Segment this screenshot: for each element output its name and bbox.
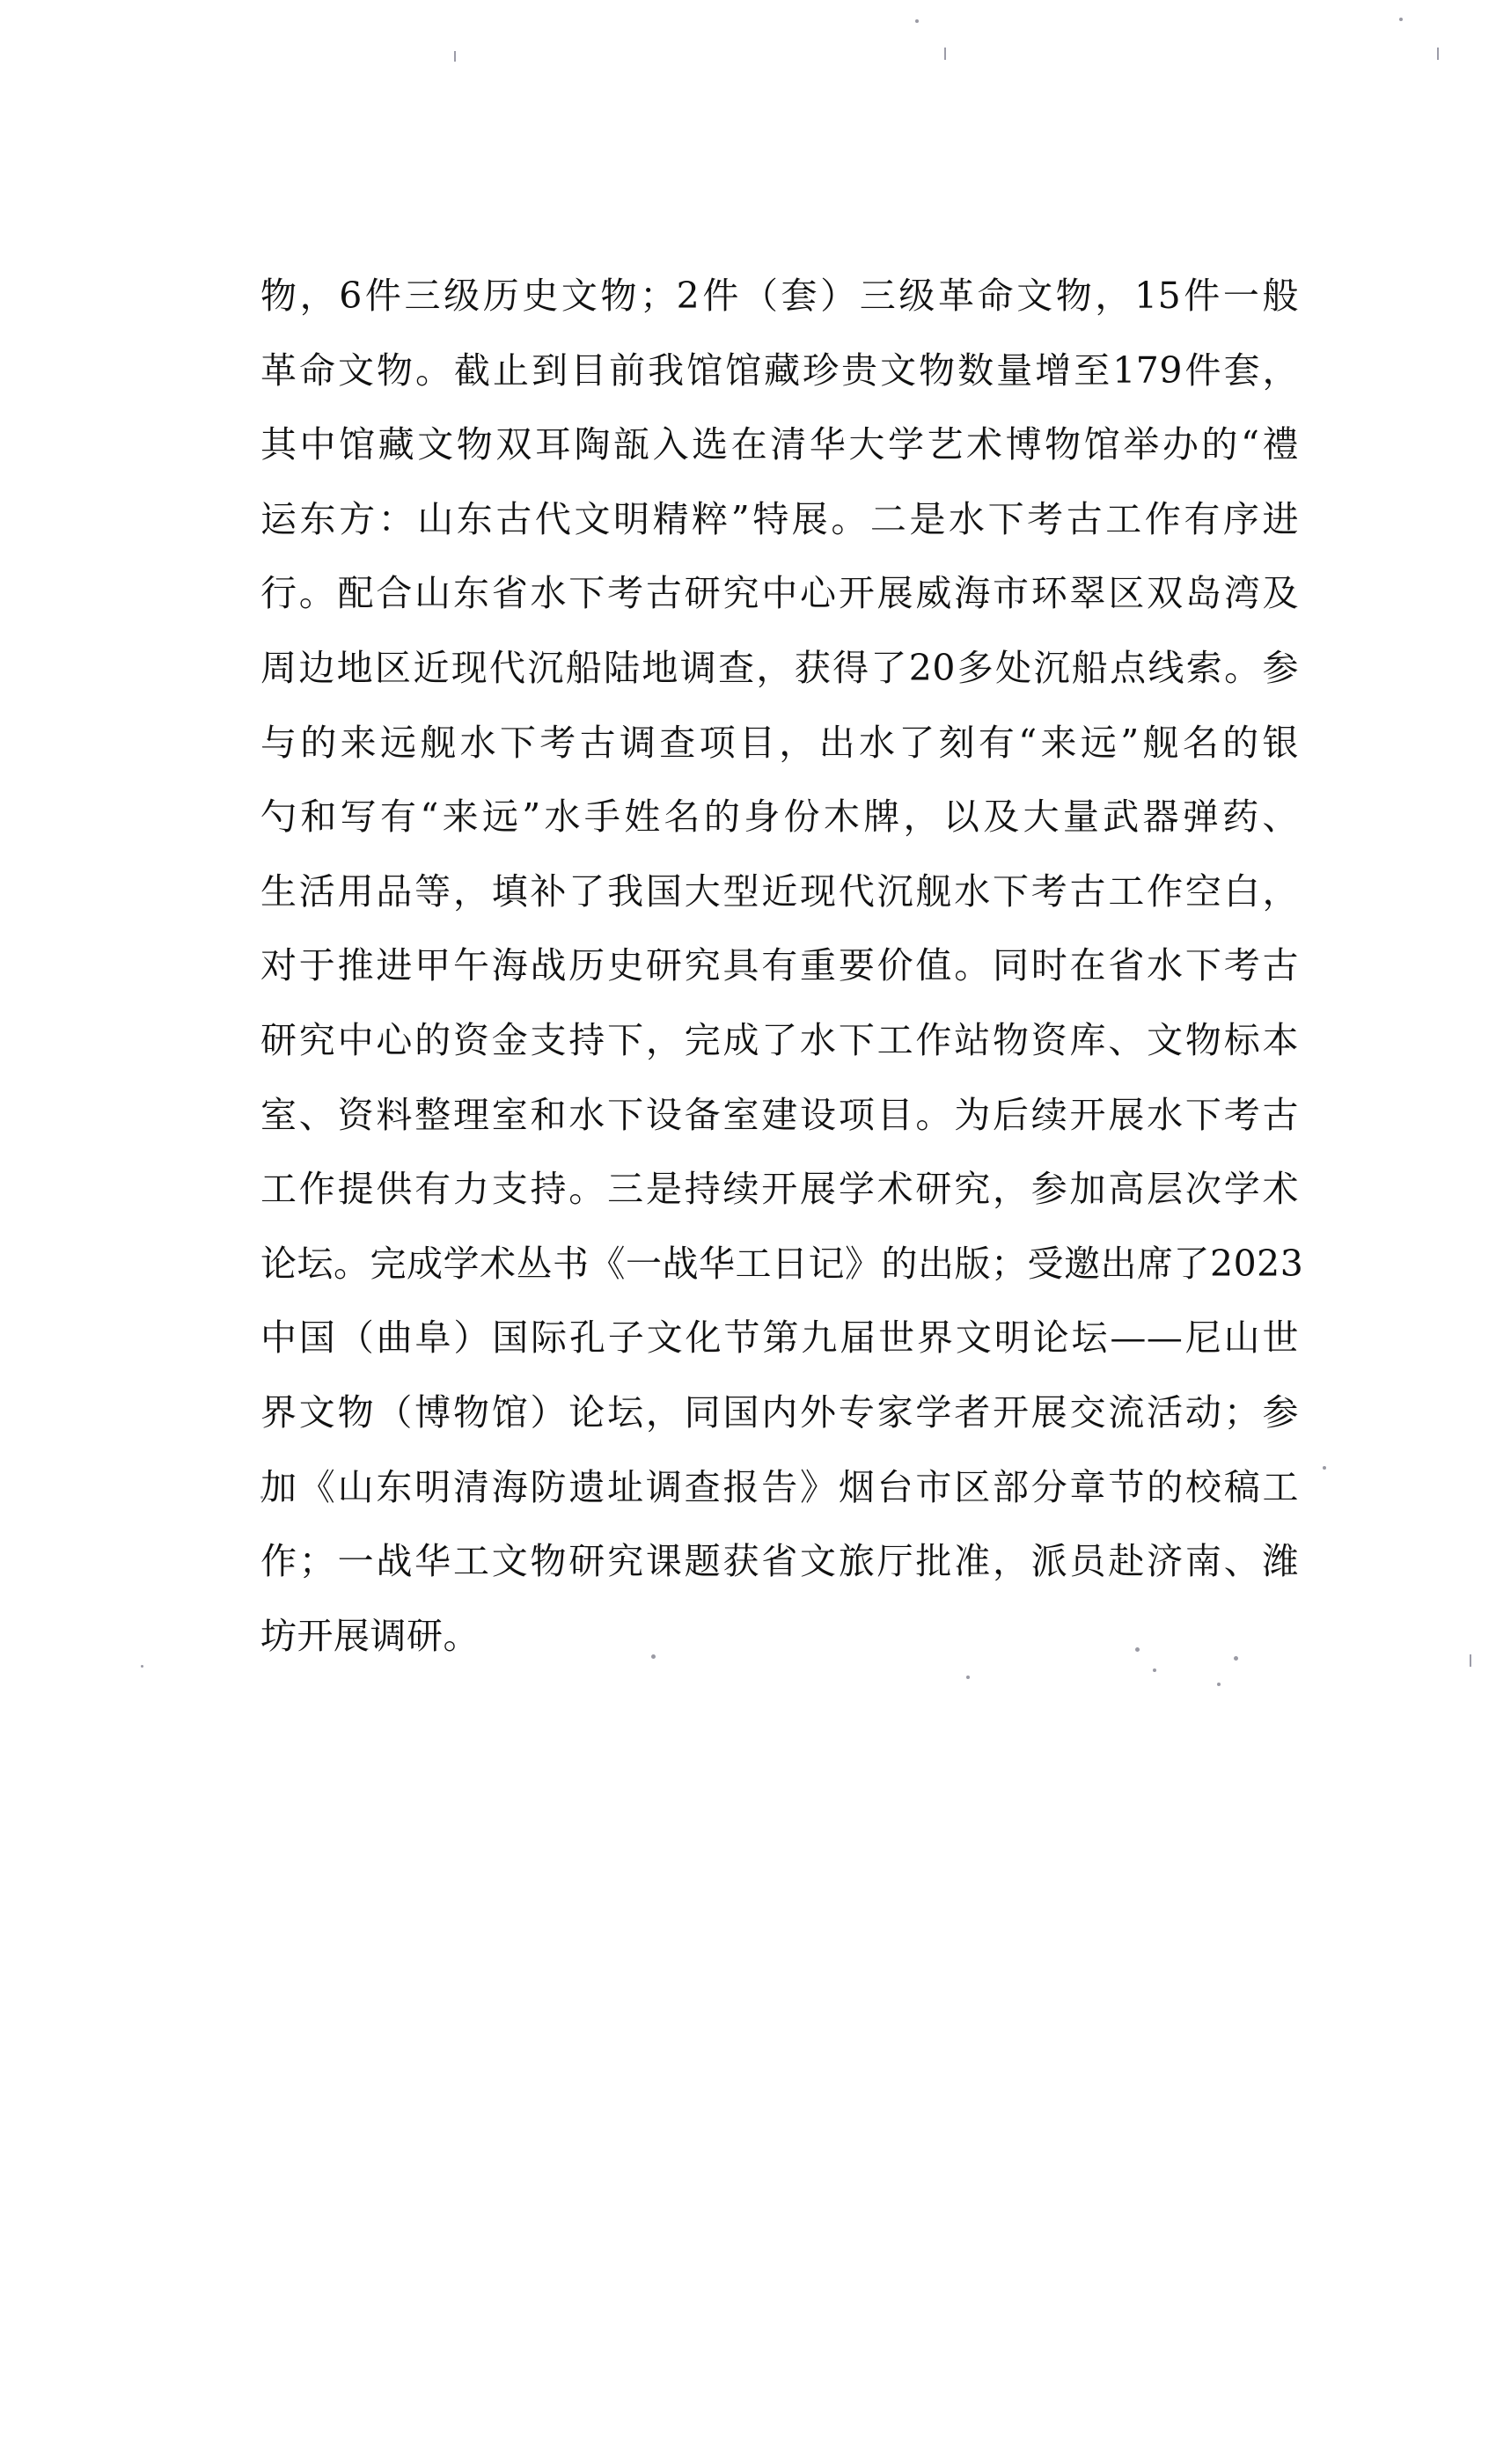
text-line: 工作提供有力支持。三是持续开展学术研究，参加高层次学术 bbox=[260, 1168, 1299, 1211]
text-line: 研究中心的资金支持下，完成了水下工作站物资库、文物标本 bbox=[260, 1018, 1299, 1061]
scan-mark bbox=[1470, 1654, 1471, 1667]
scan-mark bbox=[915, 19, 919, 23]
text-line: 对于推进甲午海战历史研究具有重要价值。同时在省水下考古 bbox=[260, 944, 1299, 987]
text-line: 其中馆藏文物双耳陶瓿入选在清华大学艺术博物馆举办的“禮 bbox=[260, 423, 1299, 466]
text-line: 生活用品等，填补了我国大型近现代沉舰水下考古工作空白， bbox=[260, 869, 1299, 913]
text-line: 界文物（博物馆）论坛，同国内外专家学者开展交流活动；参 bbox=[260, 1390, 1299, 1434]
text-line: 论坛。完成学术丛书《一战华工日记》的出版；受邀出席了2023 bbox=[260, 1242, 1304, 1285]
scan-mark bbox=[966, 1676, 970, 1679]
text-line: 中国（曲阜）国际孔子文化节第九届世界文明论坛——尼山世 bbox=[260, 1316, 1299, 1360]
scan-mark bbox=[1399, 18, 1403, 21]
text-line: 周边地区近现代沉船陆地调查，获得了20多处沉船点线索。参 bbox=[260, 646, 1299, 689]
text-line: 室、资料整理室和水下设备室建设项目。为后续开展水下考古 bbox=[260, 1093, 1299, 1136]
text-line: 物，6件三级历史文物；2件（套）三级革命文物，15件一般 bbox=[260, 275, 1299, 317]
text-line: 与的来远舰水下考古调查项目，出水了刻有“来远”舰名的银 bbox=[260, 721, 1299, 764]
text-line: 坊开展调研。 bbox=[260, 1614, 480, 1657]
text-line: 行。配合山东省水下考古研究中心开展威海市环翠区双岛湾及 bbox=[260, 572, 1299, 615]
text-line: 运东方：山东古代文明精粹”特展。二是水下考古工作有序进 bbox=[260, 497, 1299, 540]
scan-mark bbox=[1437, 48, 1439, 60]
text-line: 加《山东明清海防遗址调查报告》烟台市区部分章节的校稿工 bbox=[260, 1465, 1299, 1508]
text-line: 革命文物。截止到目前我馆馆藏珍贵文物数量增至179件套， bbox=[260, 348, 1299, 392]
body-text bbox=[260, 259, 1304, 1673]
scan-mark bbox=[141, 1665, 143, 1668]
scan-mark bbox=[944, 48, 946, 60]
text-line: 作；一战华工文物研究课题获省文旅厅批准，派员赴济南、潍 bbox=[260, 1540, 1299, 1583]
scan-mark bbox=[1323, 1466, 1326, 1470]
scan-mark bbox=[454, 51, 456, 62]
text-line: 勺和写有“来远”水手姓名的身份木牌，以及大量武器弹药、 bbox=[260, 796, 1299, 839]
scan-mark bbox=[1217, 1683, 1221, 1686]
